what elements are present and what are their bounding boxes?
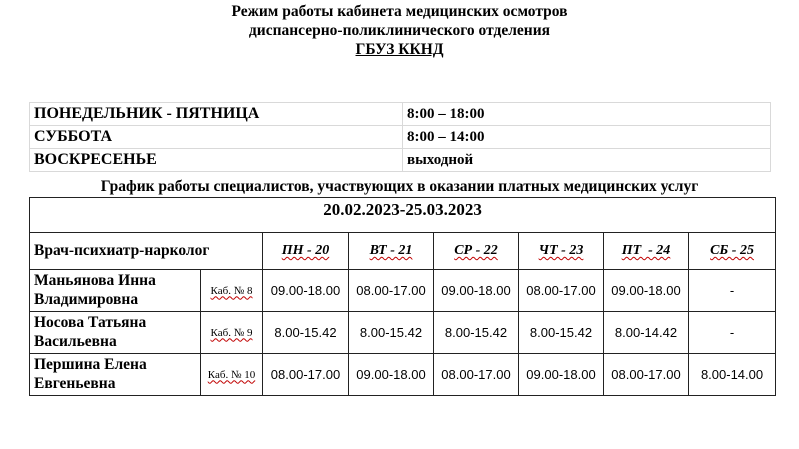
- schedule-cell: 09.00-18.00: [519, 354, 604, 396]
- day-header: ПТ - 24: [604, 233, 689, 270]
- header-department: диспансерно-поликлинического отделения: [248, 22, 551, 39]
- day-header: ВТ - 21: [349, 233, 434, 270]
- schedule-cell: 8.00-15.42: [263, 312, 349, 354]
- schedule-cell: 08.00-17.00: [604, 354, 689, 396]
- schedule-cell: 08.00-17.00: [434, 354, 519, 396]
- hours-time: 8:00 – 18:00: [403, 103, 771, 126]
- specialty-label: Врач-психиатр-нарколог: [30, 233, 263, 270]
- header-organization: ГБУЗ ККНД: [355, 41, 444, 58]
- schedule-cell: -: [689, 312, 776, 354]
- hours-row: [30, 103, 771, 126]
- hours-day: ПОНЕДЕЛЬНИК - ПЯТНИЦА: [30, 103, 403, 126]
- day-header: СР - 22: [434, 233, 519, 270]
- schedule-cell: 8.00-15.42: [519, 312, 604, 354]
- hours-row: [30, 126, 771, 149]
- cabinet-number: Каб. № 10: [201, 354, 263, 396]
- schedule-cell: 09.00-18.00: [263, 270, 349, 312]
- hours-row: [30, 149, 771, 172]
- doctor-name: Першина Елена Евгеньевна: [30, 354, 201, 396]
- schedule-cell: 8.00-14.42: [604, 312, 689, 354]
- hours-day: ВОСКРЕСЕНЬЕ: [30, 149, 403, 172]
- schedule-cell: 09.00-18.00: [434, 270, 519, 312]
- cabinet-number: Каб. № 9: [201, 312, 263, 354]
- schedule-cell: -: [689, 270, 776, 312]
- schedule-cell: 08.00-17.00: [349, 270, 434, 312]
- day-header: ПН - 20: [263, 233, 349, 270]
- schedule-cell: 8.00-15.42: [434, 312, 519, 354]
- schedule-cell: 09.00-18.00: [349, 354, 434, 396]
- schedule-cell: 8.00-15.42: [349, 312, 434, 354]
- hours-time: 8:00 – 14:00: [403, 126, 771, 149]
- schedule-cell: 09.00-18.00: [604, 270, 689, 312]
- schedule-table: [29, 197, 776, 396]
- header-title: Режим работы кабинета медицинских осмотров: [231, 3, 568, 20]
- cabinet-number: Каб. № 8: [201, 270, 263, 312]
- doctor-name: Носова Татьяна Васильевна: [30, 312, 201, 354]
- table-row: [30, 270, 776, 312]
- hours-time: выходной: [403, 149, 771, 172]
- schedule-cell: 8.00-14.00: [689, 354, 776, 396]
- day-header: ЧТ - 23: [519, 233, 604, 270]
- doctor-name: Маньянова Инна Владимировна: [30, 270, 201, 312]
- table-row: [30, 354, 776, 396]
- schedule-title: График работы специалистов, участвующих в оказании платных медицинских услуг: [100, 178, 699, 195]
- schedule-header-row: [30, 233, 776, 270]
- working-hours-table: [29, 102, 771, 172]
- hours-day: СУББОТА: [30, 126, 403, 149]
- day-header: СБ - 25: [689, 233, 776, 270]
- schedule-period: 20.02.2023-25.03.2023: [30, 198, 776, 233]
- schedule-cell: 08.00-17.00: [519, 270, 604, 312]
- schedule-cell: 08.00-17.00: [263, 354, 349, 396]
- table-row: [30, 312, 776, 354]
